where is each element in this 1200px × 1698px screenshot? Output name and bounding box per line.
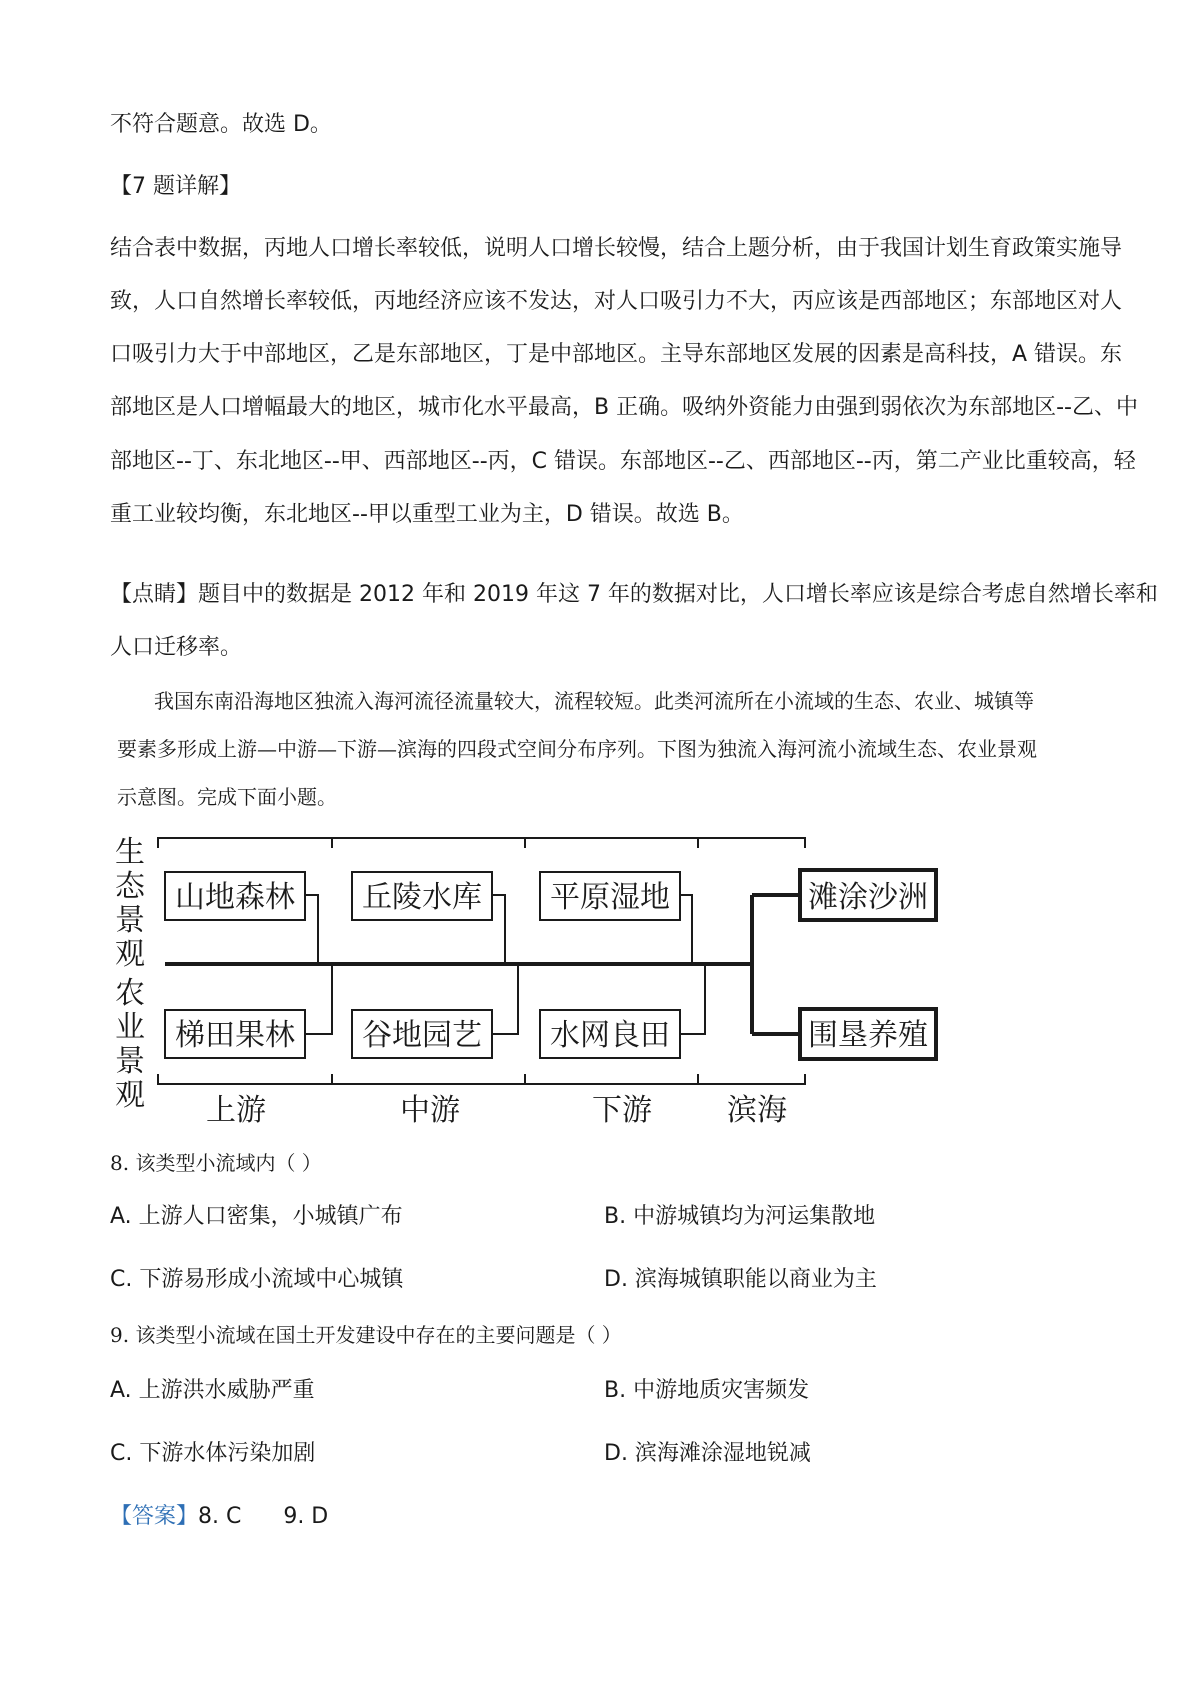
agriculture-box-label: 水网良田	[550, 1018, 670, 1053]
section-label-coastal: 滨海	[727, 1093, 787, 1128]
intro-line: 我国东南沿海地区独流入海河流径流量较大，流程较短。此类河流所在小流域的生态、农业、城镇等	[154, 689, 1034, 713]
agriculture-box-label: 围垦养殖	[808, 1018, 928, 1053]
q7-line: 重工业较均衡，东北地区--甲以重型工业为主，D 错误。故选 B。	[110, 502, 744, 527]
q7-line: 部地区--丁、东北地区--甲、西部地区--丙，C 错误。东部地区--乙、西部地区--丙，第二产业比重较高，轻	[110, 449, 1136, 474]
q8-option-b: B. 中游城镇均为河运集散地	[604, 1204, 876, 1229]
ecology-box-label: 平原湿地	[550, 880, 670, 915]
agriculture-side-label-char: 业	[115, 1010, 145, 1045]
q8-stem: 8. 该类型小流域内（ ）	[110, 1151, 322, 1175]
river-coastal-branches	[752, 895, 800, 1034]
agriculture-box-label: 谷地园艺	[362, 1018, 482, 1053]
ecology-side-label-char: 景	[115, 903, 145, 938]
q9-option-d: D. 滨海滩涂湿地锐减	[604, 1441, 811, 1466]
q7-line: 部地区是人口增幅最大的地区，城市化水平最高，B 正确。吸纳外资能力由强到弱依次为东部地区--乙、中	[110, 395, 1138, 420]
q9-option-a: A. 上游洪水威胁严重	[110, 1378, 315, 1403]
intro-line: 示意图。完成下面小题。	[117, 785, 337, 809]
q7-line: 致，人口自然增长率较低，丙地经济应该不发达，对人口吸引力不大，丙应该是西部地区；东部地区对人	[110, 289, 1123, 314]
q8-option-d: D. 滨海城镇职能以商业为主	[604, 1267, 877, 1292]
q8-option-a: A. 上游人口密集，小城镇广布	[110, 1204, 403, 1229]
dianjing-line: 人口迁移率。	[110, 635, 243, 660]
agriculture-side-label-char: 观	[115, 1078, 145, 1113]
prev-answer-tail: 不符合题意。故选 D。	[110, 112, 332, 137]
watershed-diagram	[105, 828, 955, 1130]
q7-line: 口吸引力大于中部地区，乙是东部地区，丁是中部地区。主导东部地区发展的因素是高科技，A 错误。东	[110, 342, 1123, 367]
q7-line: 结合表中数据，丙地人口增长率较低，说明人口增长较慢，结合上题分析，由于我国计划生育政策实施导	[110, 236, 1123, 261]
q7-heading: 【7 题详解】	[110, 174, 241, 199]
top-bracket	[158, 838, 805, 848]
q9-option-b: B. 中游地质灾害频发	[604, 1378, 810, 1403]
section-label-midstream: 中游	[400, 1093, 460, 1128]
section-label-upstream: 上游	[206, 1093, 266, 1128]
dianjing-line: 【点睛】题目中的数据是 2012 年和 2019 年这 7 年的数据对比，人口增长率应该是综合考虑自然增长率和	[110, 582, 1158, 607]
intro-line: 要素多形成上游—中游—下游—滨海的四段式空间分布序列。下图为独流入海河流小流域生态、农业景观	[117, 737, 1037, 761]
agriculture-side-label-char: 农	[115, 976, 145, 1011]
answer-text: 8. C 9. D	[198, 1504, 329, 1529]
q8-option-c: C. 下游易形成小流域中心城镇	[110, 1267, 404, 1292]
agriculture-side-label-char: 景	[115, 1044, 145, 1079]
ecology-box-label: 山地森林	[175, 880, 295, 915]
ecology-side-label-char: 观	[115, 937, 145, 972]
q9-stem: 9. 该类型小流域在国土开发建设中存在的主要问题是（ ）	[110, 1323, 622, 1347]
section-label-downstream: 下游	[592, 1093, 652, 1128]
q9-option-c: C. 下游水体污染加剧	[110, 1441, 316, 1466]
answer-line	[110, 1502, 328, 1532]
agriculture-box-label: 梯田果林	[175, 1018, 295, 1053]
ecology-box-label: 丘陵水库	[362, 880, 482, 915]
ecology-side-label-char: 生	[115, 835, 145, 870]
bottom-bracket	[158, 1074, 805, 1084]
answer-label: 【答案】	[110, 1504, 199, 1529]
ecology-box-label: 滩涂沙洲	[808, 880, 928, 915]
ecology-side-label-char: 态	[115, 869, 145, 904]
